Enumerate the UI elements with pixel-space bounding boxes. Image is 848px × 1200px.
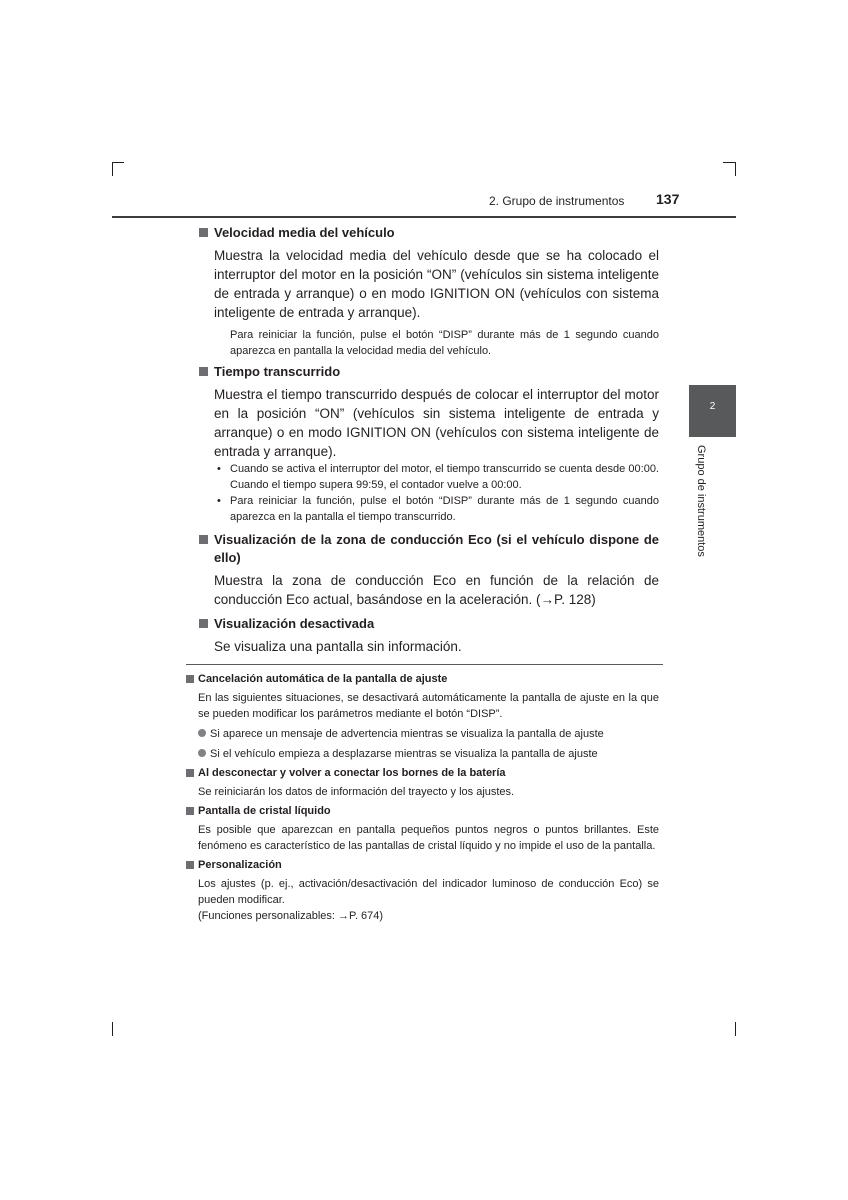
section-visualizacion-desactivada <box>199 615 659 656</box>
section-body: Muestra la zona de conducción Eco en función de la relación de conducción Eco actual, basándose en la aceleración. (→P. 128) <box>214 573 659 607</box>
notes-block <box>186 672 659 924</box>
crop-mark-top-right-h <box>723 162 735 163</box>
crop-mark-top-right-v <box>735 162 736 176</box>
section-tiempo-transcurrido <box>199 363 659 525</box>
section-heading: Tiempo transcurrido <box>199 363 659 381</box>
note-heading: Al desconectar y volver a conectar los bornes de la batería <box>186 766 659 781</box>
note-bateria <box>186 766 659 800</box>
note-heading: Pantalla de cristal líquido <box>186 804 659 819</box>
square-bullet-icon <box>199 228 208 237</box>
condition-item: Si el vehículo empieza a desplazarse mientras se visualiza la pantalla de ajuste <box>198 746 659 762</box>
square-bullet-icon <box>186 675 194 683</box>
circle-bullet-icon <box>198 749 206 757</box>
square-bullet-icon <box>199 535 208 544</box>
section-heading: Velocidad media del vehículo <box>199 224 659 242</box>
note-heading: Personalización <box>186 858 659 873</box>
section-zona-eco <box>199 531 659 609</box>
page-number: 137 <box>656 191 680 207</box>
crop-mark-top-left-h <box>112 162 124 163</box>
note-pantalla-cristal <box>186 804 659 854</box>
bullet-dot-icon: • <box>217 495 221 507</box>
note-cancelacion <box>186 672 659 762</box>
square-bullet-icon <box>199 619 208 628</box>
circle-bullet-icon <box>198 729 206 737</box>
square-bullet-icon <box>186 769 194 777</box>
section-velocidad-media <box>199 224 659 359</box>
note-heading: Cancelación automática de la pantalla de ajuste <box>186 672 659 687</box>
section-heading: Visualización de la zona de conducción Eco (si el vehículo dispone de ello) <box>199 531 659 567</box>
list-item: • Para reiniciar la función, pulse el botón “DISP” durante más de 1 segundo cuando aparezca en la pantalla el tiempo transcurrido. <box>217 495 659 523</box>
section-body: Muestra el tiempo transcurrido después de colocar el interruptor del motor en la posición “ON” (vehículos sin sistema inteligente de entrada y arranque) o en modo IGNITION ON (vehículos con sistema inteligente de entrada y arranque). <box>214 387 659 459</box>
note-body: En las siguientes situaciones, se desactivará automáticamente la pantalla de ajuste en la que se pueden modificar los parámetros mediante el botón “DISP”. <box>198 692 659 720</box>
chapter-side-label: Grupo de instrumentos <box>695 445 707 557</box>
crop-mark-bottom-left <box>112 1022 113 1036</box>
notes-separator <box>186 664 663 665</box>
crop-mark-bottom-right <box>735 1022 736 1036</box>
section-body: Se visualiza una pantalla sin información. <box>214 639 462 654</box>
crop-mark-top-left-v <box>112 162 113 176</box>
section-heading: Visualización desactivada <box>199 615 659 633</box>
list-item: • Cuando se activa el interruptor del motor, el tiempo transcurrido se cuenta desde 00:00. Cuando el tiempo supera 99:59, el contador vuelve a 00:00. <box>217 463 659 491</box>
note-personalizacion <box>186 858 659 924</box>
condition-item: Si aparece un mensaje de advertencia mientras se visualiza la pantalla de ajuste <box>198 726 659 742</box>
square-bullet-icon <box>199 367 208 376</box>
bullet-dot-icon: • <box>217 463 221 475</box>
section-body: Muestra la velocidad media del vehículo desde que se ha colocado el interruptor del motor en la posición “ON” (vehículos sin sistema inteligente de entrada y arranque) o en modo IGNITION ON (vehículos con sistema inteligente de entrada y arranque). <box>214 248 659 320</box>
note-body-reference: (Funciones personalizables: →P. 674) <box>198 910 384 922</box>
running-header: 2. Grupo de instrumentos <box>489 194 625 208</box>
note-body: Se reiniciarán los datos de información del trayecto y los ajustes. <box>198 786 515 798</box>
section-note: Para reiniciar la función, pulse el botón “DISP” durante más de 1 segundo cuando aparezca en pantalla la velocidad media del vehículo. <box>230 329 659 357</box>
header-rule <box>112 216 736 218</box>
main-content <box>199 224 659 656</box>
chapter-tab-number: 2 <box>709 401 716 412</box>
square-bullet-icon <box>186 861 194 869</box>
chapter-tab <box>689 385 736 437</box>
note-body: Los ajustes (p. ej., activación/desactivación del indicador luminoso de conducción Eco) se pueden modificar. <box>198 878 659 906</box>
square-bullet-icon <box>186 807 194 815</box>
note-body: Es posible que aparezcan en pantalla pequeños puntos negros o puntos brillantes. Este fenómeno es característico de las pantallas de cristal líquido y no impide el uso de la pantalla. <box>198 824 659 852</box>
